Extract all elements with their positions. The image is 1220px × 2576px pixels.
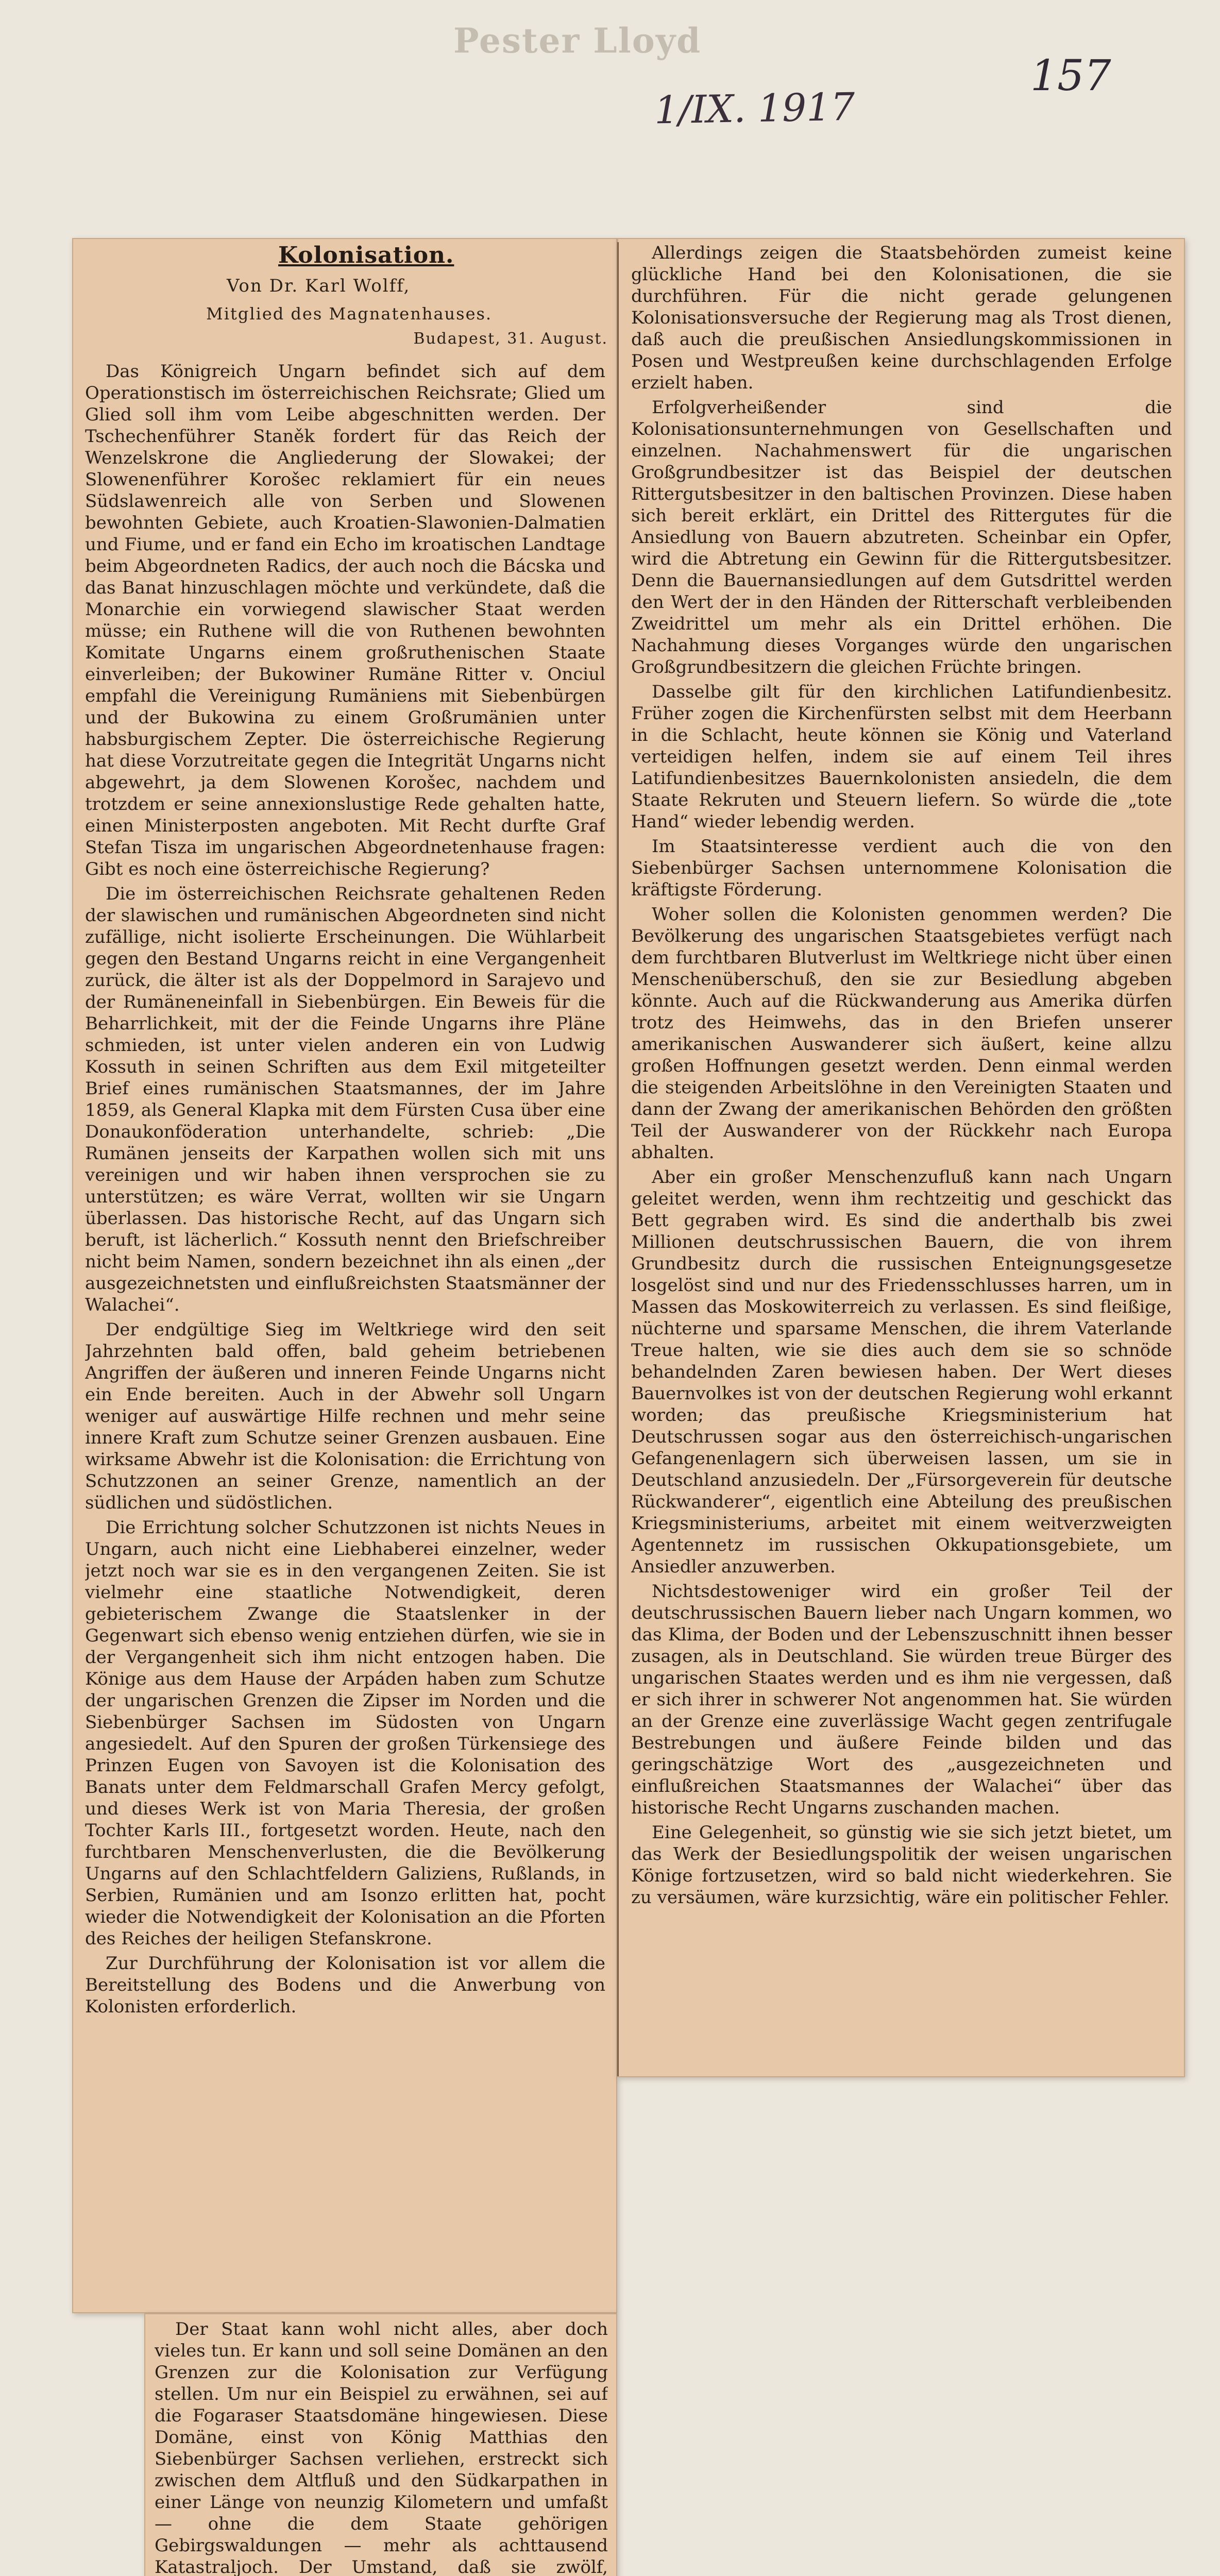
article-byline-role: Mitglied des Magnatenhauses. (206, 304, 493, 324)
paragraph: Der Staat kann wohl nicht alles, aber doch vieles tun. Er kann und soll seine Domänen an den Grenzen zur die Kolonisation zur Verfügung stellen. Um nur ein Beispiel zu erwähnen, sei auf die Fogaraser Staatsdomäne hingewiesen. Diese Domäne, einst von König Matthias den Siebenbürger Sachsen verliehen, erstreckt sich zwischen dem Altfluß und den Südkarpathen in einer Länge von neunzig Kilometern und umfaßt — ohne die dem Staate gehörigen Gebirgswaldungen — mehr als achttausend Katastraljoch. Der Umstand, daß sie zwölf, (155, 2319, 608, 2576)
column-divider (617, 242, 619, 2076)
article-dateline: Budapest, 31. August. (413, 330, 608, 348)
paragraph: Das Königreich Ungarn befindet sich auf dem Operationstisch im österreichischen Reichsrate; Glied um Glied soll ihm vom Leibe abgeschnitten werden. Der Tschechenführer Staněk fordert für das Reich der Wenzelskrone die Angliederung der Slowakei; der Slowenenführer Korošec reklamiert für ein neues Südslawenreich alle von Serben und Slowenen bewohnten Gebiete, auch Kroatien-Slawonien-Dalmatien und Fiume, und er fand ein Echo im kroatischen Landtage beim Abgeordneten Radics, der auch noch die Bácska und das Banat hinzuschlagen möchte und verkündete, daß die Monarchie ein vorwiegend slawischer Staat werden müsse; ein Ruthene will die von Ruthenen bewohnten Komitate Ungarns einem großruthenischen Staate einverleiben; der Bukowiner Rumäne Ritter v. Onciul empfahl die Vereinigung Rumäniens mit Siebenbürgen und der Bukowina zu einem Großrumänien unter habsburgischem Zepter. Die österreichische Regierung hat diese Vorzutreitate gegen die Integrität Ungarns nicht abgewehrt, ja dem Slowenen Korošec, nachdem und trotzdem er seine annexionslustige Rede gehalten hatte, einen Ministerposten angeboten. Mit Recht durfte Graf Stefan Tisza im ungarischen Abgeordnetenhause fragen: Gibt es noch eine österreichische Regierung? (85, 361, 605, 879)
paragraph: Der endgültige Sieg im Weltkriege wird den seit Jahrzehnten bald offen, bald geheim betriebenen Angriffen der äußeren und inneren Feinde Ungarns nicht ein Ende bereiten. Auch in der Abwehr soll Ungarn weniger auf auswärtige Hilfe rechnen und mehr seine innere Kraft zum Schutze seiner Grenzen ausbauen. Eine wirksame Abwehr ist die Kolonisation: die Errichtung von Schutzzonen an seiner Grenze, namentlich an der südlichen und südöstlichen. (85, 1319, 605, 1513)
paragraph: Woher sollen die Kolonisten genommen werden? Die Bevölkerung des ungarischen Staatsgebietes verfügt nach dem furchtbaren Blutverlust im Weltkriege nicht über einen Menschenüberschuß, den sie zur Besiedlung abgeben könnte. Auch auf die Rückwanderung aus Amerika dürfen trotz des Heimwehs, das in den Briefen unserer amerikanischen Auswanderer sich äußert, keine allzu großen Hoffnungen gesetzt werden. Denn einmal werden die steigenden Arbeitslöhne in den Vereinigten Staaten und dann der Zwang der amerikanischen Behörden den größten Teil der Auswanderer von der Rückkehr nach Europa abhalten. (631, 904, 1172, 1163)
paragraph: Aber ein großer Menschenzufluß kann nach Ungarn geleitet werden, wenn ihm rechtzeitig und geschickt das Bett gegraben wird. Es sind die anderthalb bis zwei Millionen deutschrussischen Bauern, die von ihrem Grundbesitz durch die russischen Enteignungsgesetze losgelöst sind und nur des Friedensschlusses harren, um in Massen das Moskowiterreich zu verlassen. Es sind fleißige, nüchterne und sparsame Menschen, die ihrem Vaterlande Treue halten, wie sie dies auch dem sie so schnöde behandelnden Zaren bewiesen haben. Der Wert dieses Bauernvolkes ist von der deutschen Regierung wohl erkannt worden; das preußische Kriegsministerium hat Deutschrussen sogar aus den österreichisch-ungarischen Gefangenenlagern sich überweisen lassen, um sie in Deutschland anzusiedeln. Der „Fürsorgeverein für deutsche Rückwanderer“, eigentlich eine Abteilung des preußischen Kriegsministeriums, arbeitet mit einem weitverzweigten Agentennetz im russischen Okkupationsgebiete, um Ansiedler anzuwerben. (631, 1167, 1172, 1577)
left-column-continuation-text (155, 2318, 608, 2576)
handwritten-page-number: 157 (1030, 52, 1111, 100)
right-column-text (631, 242, 1172, 2071)
handwritten-date: 1/IX. 1917 (654, 84, 856, 133)
paragraph: Dasselbe gilt für den kirchlichen Latifundienbesitz. Früher zogen die Kirchenfürsten selbst mit dem Heerbann in die Schlacht, heute können sie König und Vaterland verteidigen helfen, indem sie auf einem Teil ihres Latifundienbesitzes Bauernkolonisten ansiedeln, die dem Staate Rekruten und Steuern liefern. So würde die „tote Hand“ wieder lebendig werden. (631, 682, 1172, 832)
paragraph: Die Errichtung solcher Schutzzonen ist nichts Neues in Ungarn, auch nicht eine Liebhaberei einzelner, weder jetzt noch war sie es in den vergangenen Zeiten. Sie ist vielmehr eine staatliche Notwendigkeit, deren gebieterischem Zwange die Staatslenker in der Gegenwart sich ebenso wenig entziehen dürfen, wie sie in der Vergangenheit sich ihm nicht entzogen haben. Die Könige aus dem Hause der Arpáden haben zum Schutze der ungarischen Grenzen die Zipser im Norden und die Siebenbürger Sachsen im Südosten von Ungarn angesiedelt. Auf den Spuren der großen Türkensiege des Prinzen Eugen von Savoyen ist die Kolonisation des Banats unter dem Feldmarschall Grafen Mercy gefolgt, und dieses Werk ist von Maria Theresia, der großen Tochter Karls III., fortgesetzt worden. Heute, nach den furchtbaren Menschenverlusten, die die Bevölkerung Ungarns auf den Schlachtfeldern Galiziens, Rußlands, in Serbien, Rumänien und am Isonzo erlitten hat, pocht wieder die Notwendigkeit der Kolonisation an die Pforten des Reiches der heiligen Stefanskrone. (85, 1517, 605, 1949)
article-byline: Von Dr. Karl Wolff, (227, 276, 411, 296)
paragraph: Eine Gelegenheit, so günstig wie sie sich jetzt bietet, um das Werk der Besiedlungspolitik der weisen ungarischen Könige fortzusetzen, wird so bald nicht wiederkehren. Sie zu versäumen, wäre kurzsichtig, wäre ein politischer Fehler. (631, 1822, 1172, 1908)
paragraph: Nichtsdestoweniger wird ein großer Teil der deutschrussischen Bauern lieber nach Ungarn kommen, wo das Klima, der Boden und der Lebenszuschnitt ihnen besser zusagen, als in Deutschland. Sie würden treue Bürger des ungarischen Staates werden und es ihm nie vergessen, daß er sich ihrer in schwerer Not angenommen hat. Sie würden an der Grenze eine zuverlässige Wacht gegen zentrifugale Bestrebungen und äußere Feinde bilden und das geringschätzige Wort des „ausgezeichneten und einflußreichen Staatsmannes der Walachei“ über das historische Recht Ungarns zuschanden machen. (631, 1581, 1172, 1818)
left-column-text (85, 361, 605, 2303)
paragraph: Allerdings zeigen die Staatsbehörden zumeist keine glückliche Hand bei den Kolonisationen, die sie durchführen. Für die nicht gerade gelungenen Kolonisationsversuche der Regierung mag als Trost dienen, daß auch die preußischen Ansiedlungskommissionen in Posen und Westpreußen keine durchschlagenden Erfolge erzielt haben. (631, 243, 1172, 393)
article-title: Kolonisation. (278, 242, 454, 268)
paragraph: Erfolgverheißender sind die Kolonisationsunternehmungen von Gesellschaften und einzelnen. Nachahmenswert für die ungarischen Großgrundbesitzer ist das Beispiel der deutschen Rittergutsbesitzer in den baltischen Provinzen. Diese haben sich bereit erklärt, ein Drittel des Rittergutes für die Ansiedlung von Bauern abzutreten. Scheinbar ein Opfer, wird die Abtretung ein Gewinn für die Rittergutsbesitzer. Denn die Bauernansiedlungen auf dem Gutsdrittel werden den Wert der in den Händen der Ritterschaft verbleibenden Zweidrittel um mehr als ein Drittel erhöhen. Die Nachahmung dieses Vorganges würde den ungarischen Großgrundbesitzern die gleichen Früchte bringen. (631, 397, 1172, 677)
paragraph: Die im österreichischen Reichsrate gehaltenen Reden der slawischen und rumänischen Abgeordneten sind nicht zufällige, nicht isolierte Erscheinungen. Die Wühlarbeit gegen den Bestand Ungarns reicht in eine Vergangenheit zurück, die älter ist als der Doppelmord in Sarajevo und der Rumäneneinfall in Siebenbürgen. Ein Beweis für die Beharrlichkeit, mit der die Feinde Ungarns ihre Pläne schmieden, ist unter vielen anderen ein von Ludwig Kossuth in seinen Schriften aus dem Exil mitgeteilter Brief eines rumänischen Staatsmannes, der im Jahre 1859, als General Klapka mit dem Fürsten Cusa über eine Donaukonföderation unterhandelte, schrieb: „Die Rumänen jenseits der Karpathen wollen sich mit uns vereinigen und wir haben ihnen versprochen sie zu unterstützen; es wäre Verrat, wollten wir sie Ungarn überlassen. Das historische Recht, auf das Ungarn sich beruft, ist lächerlich.“ Kossuth nennt den Briefschreiber nicht beim Namen, sondern bezeichnet ihn als einen „der ausgezeichnetsten und einflußreichsten Staatsmänner der Walachei“. (85, 884, 605, 1315)
newspaper-name-stamp: Pester Lloyd (453, 21, 702, 61)
paragraph: Im Staatsinteresse verdient auch die von den Siebenbürger Sachsen unternommene Kolonisation die kräftigste Förderung. (631, 836, 1172, 900)
paragraph: Zur Durchführung der Kolonisation ist vor allem die Bereitstellung des Bodens und die Anwerbung von Kolonisten erforderlich. (85, 1953, 605, 2017)
